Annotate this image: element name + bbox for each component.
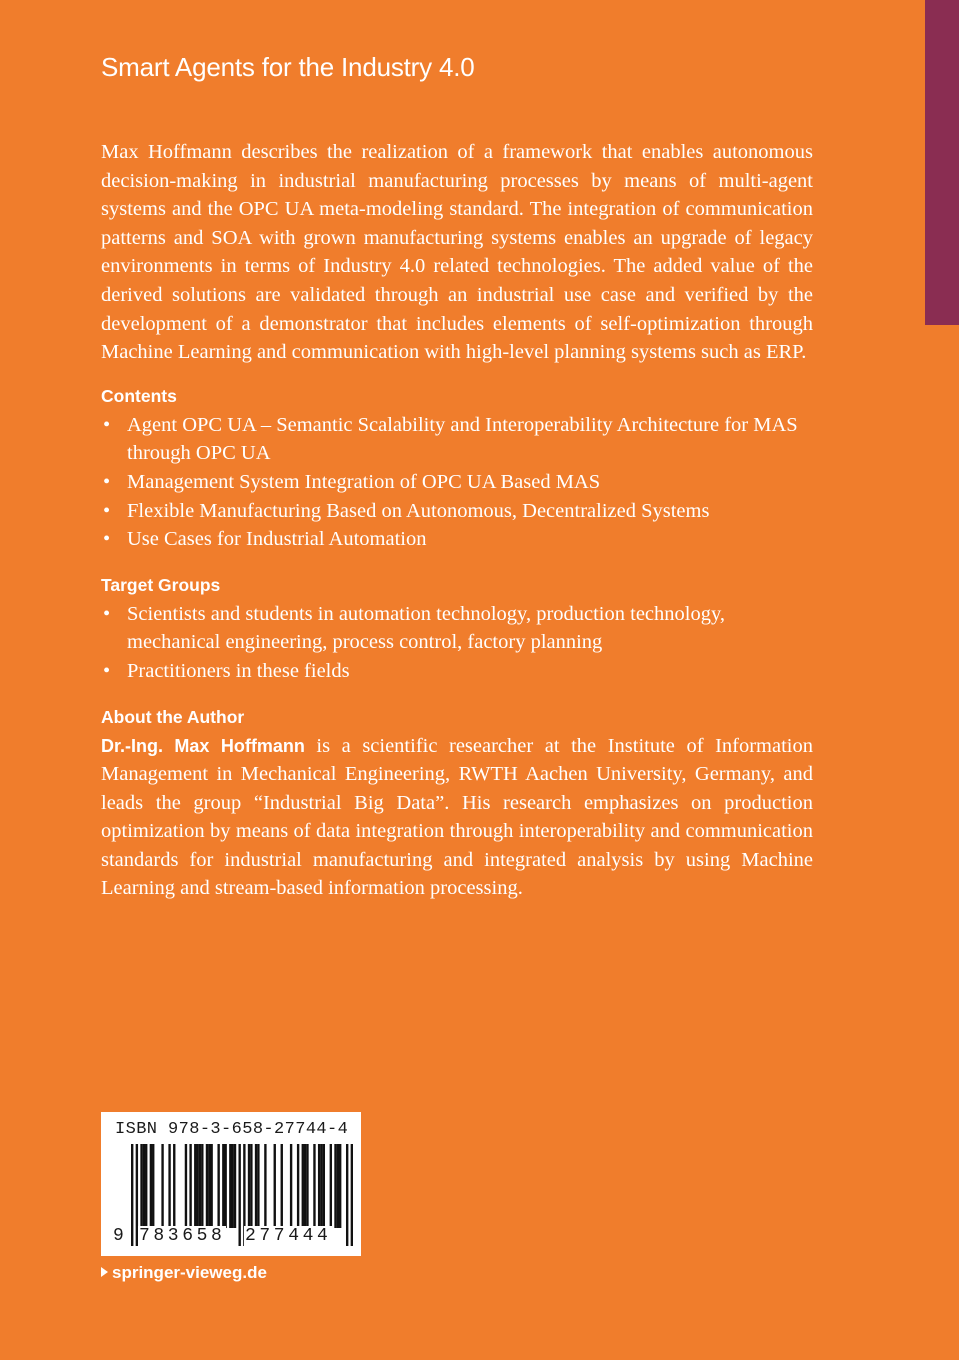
about-author-section bbox=[101, 704, 813, 904]
barcode-bar bbox=[145, 1144, 147, 1228]
barcode-bar bbox=[250, 1144, 252, 1228]
contents-item-2: Management System Integration of OPC UA Based MAS bbox=[127, 470, 601, 493]
barcode-bar bbox=[210, 1144, 212, 1228]
barcode-bar bbox=[281, 1144, 283, 1228]
barcode-bar bbox=[351, 1144, 353, 1246]
barcode-bar bbox=[339, 1144, 341, 1228]
author-bio: is a scientific researcher at the Institute of Information Management in Mechanical Engineering, RWTH Aachen University, Germany, and leads the group “Industrial Big Data”. His research emphasizes on production optimization by means of data integration through interoperability and communication standards for industrial manufacturing and integrated analysis by using Machine Learning and stream-based information processing. bbox=[101, 734, 813, 900]
contents-list bbox=[101, 411, 813, 554]
barcode-bar bbox=[306, 1144, 308, 1228]
isbn-number: ISBN 978-3-658-27744-4 bbox=[115, 1120, 349, 1139]
barcode-bar bbox=[196, 1144, 198, 1228]
target-group-item-2: Practitioners in these fields bbox=[127, 659, 350, 682]
bullet-icon: • bbox=[103, 528, 111, 551]
barcode-bar bbox=[206, 1144, 208, 1228]
barcode-bar bbox=[222, 1144, 224, 1228]
barcode-bar bbox=[185, 1144, 187, 1228]
barcode-bar bbox=[257, 1144, 259, 1228]
barcode-bar bbox=[131, 1144, 133, 1246]
target-groups-heading: Target Groups bbox=[101, 574, 221, 595]
barcode-bar bbox=[323, 1144, 325, 1228]
barcode-bar bbox=[302, 1144, 304, 1228]
target-group-item-1: Scientists and students in automation technology, production technology, mechanical engineering, process control, factory planning bbox=[127, 602, 726, 654]
barcode-bar bbox=[248, 1144, 250, 1228]
contents-item-3: Flexible Manufacturing Based on Autonomous, Decentralized Systems bbox=[127, 499, 710, 522]
barcode-right-digits: 277444 bbox=[245, 1226, 332, 1246]
barcode-bar bbox=[318, 1144, 320, 1228]
barcode-bar bbox=[290, 1144, 292, 1228]
barcode-first-digit: 9 bbox=[113, 1226, 124, 1246]
contents-heading: Contents bbox=[101, 385, 177, 406]
barcode-bar bbox=[330, 1144, 332, 1228]
publisher-website[interactable] bbox=[101, 1263, 267, 1283]
contents-item-1: Agent OPC UA – Semantic Scalability and Interoperability Architecture for MAS through OPC UA bbox=[127, 413, 798, 465]
barcode-bar bbox=[217, 1144, 219, 1228]
list-item bbox=[101, 525, 813, 554]
target-groups-section bbox=[101, 572, 813, 686]
bullet-icon: • bbox=[103, 499, 111, 522]
barcode-bar bbox=[229, 1144, 231, 1228]
barcode-bar bbox=[150, 1144, 152, 1228]
bullet-icon: • bbox=[103, 602, 111, 625]
barcode-bar bbox=[274, 1144, 276, 1228]
isbn-barcode bbox=[101, 1112, 361, 1256]
bullet-icon: • bbox=[103, 659, 111, 682]
barcode-bar bbox=[224, 1144, 226, 1228]
list-item bbox=[101, 411, 813, 468]
barcode-bar bbox=[173, 1144, 175, 1228]
barcode-bar bbox=[264, 1144, 266, 1228]
barcode-bar bbox=[334, 1144, 336, 1228]
barcode-bar bbox=[255, 1144, 257, 1228]
barcode-bar bbox=[140, 1144, 142, 1228]
list-item bbox=[101, 600, 813, 657]
barcode-bar bbox=[161, 1144, 163, 1228]
barcode-bar bbox=[320, 1144, 322, 1228]
website-url: springer-vieweg.de bbox=[112, 1263, 267, 1282]
barcode-bar bbox=[346, 1144, 348, 1246]
book-title: Smart Agents for the Industry 4.0 bbox=[101, 52, 475, 82]
contents-item-4: Use Cases for Industrial Automation bbox=[127, 528, 427, 551]
side-color-band bbox=[925, 0, 959, 325]
barcode-bar bbox=[231, 1144, 233, 1228]
barcode-bar bbox=[208, 1144, 210, 1228]
barcode-bar bbox=[189, 1144, 191, 1228]
cover-text-block bbox=[101, 138, 813, 903]
barcode-bar bbox=[313, 1144, 315, 1228]
barcode-left-digits: 783658 bbox=[139, 1226, 226, 1246]
barcode-bar bbox=[297, 1144, 299, 1228]
bullet-icon: • bbox=[103, 470, 111, 493]
about-author-heading: About the Author bbox=[101, 706, 245, 727]
barcode-bar bbox=[234, 1144, 236, 1228]
list-item bbox=[101, 497, 813, 526]
barcode-bar bbox=[199, 1144, 201, 1228]
contents-section bbox=[101, 383, 813, 554]
bullet-icon: • bbox=[103, 413, 111, 436]
list-item bbox=[101, 468, 813, 497]
barcode-bar bbox=[143, 1144, 145, 1228]
author-name: Dr.-Ing. Max Hoffmann bbox=[101, 735, 305, 756]
barcode-bar bbox=[168, 1144, 170, 1228]
barcode-bar bbox=[238, 1144, 240, 1246]
list-item bbox=[101, 657, 813, 686]
barcode-bar bbox=[194, 1144, 196, 1228]
barcode-bar bbox=[304, 1144, 306, 1228]
about-author-text bbox=[101, 732, 813, 904]
arrow-right-icon bbox=[101, 1267, 108, 1277]
barcode-bar bbox=[152, 1144, 154, 1228]
barcode-bar bbox=[337, 1144, 339, 1228]
book-summary: Max Hoffmann describes the realization of a framework that enables autonomous decision-making in industrial manufacturing processes by means of multi-agent systems and the OPC UA meta-modeling standard. The integration of communication patterns and SOA with grown manufacturing systems enables an upgrade of legacy environments in terms of Industry 4.0 related technologies. The added value of the derived solutions are validated through an industrial use case and verified by the development of a demonstrator that includes elements of self-optimization through Machine Learning and communication with high-level planning systems such as ERP. bbox=[101, 141, 813, 364]
target-groups-list bbox=[101, 600, 813, 686]
barcode-bar bbox=[201, 1144, 203, 1228]
